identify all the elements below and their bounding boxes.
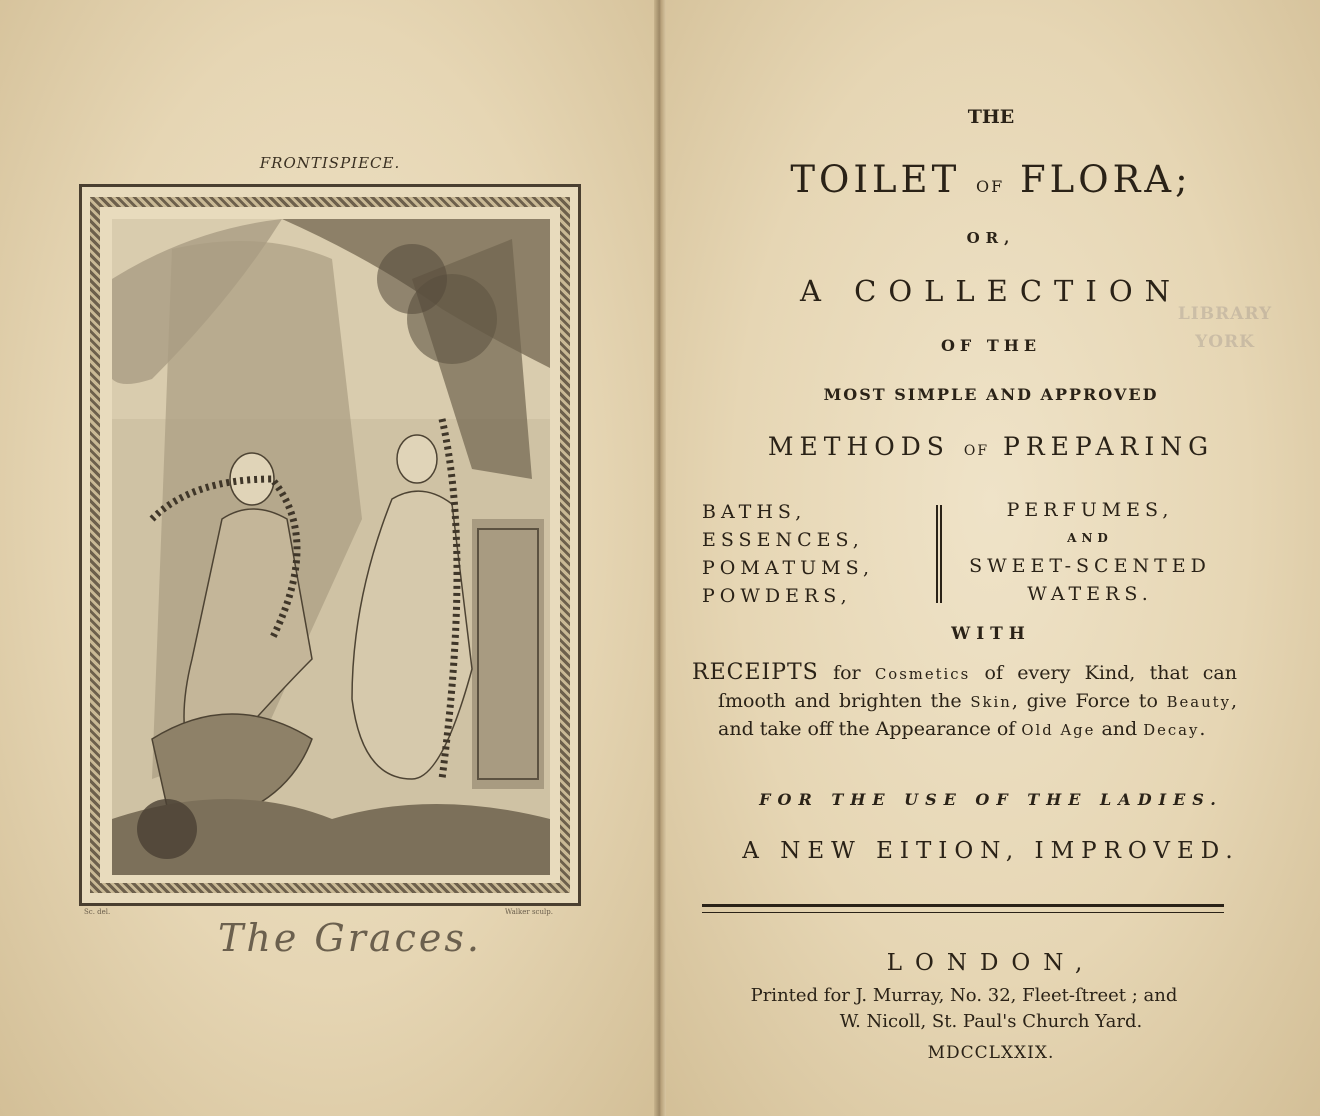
list-item: POMATUMS,	[702, 557, 875, 579]
skin-word: Skin	[970, 694, 1012, 711]
double-rule	[702, 904, 1224, 913]
list-conjunction: AND	[1067, 531, 1113, 545]
old-age-word: Old Age	[1021, 722, 1096, 739]
list-item: POWDERS,	[702, 585, 852, 607]
imprint-city: LONDON,	[886, 950, 1096, 976]
methods-word: METHODS	[767, 432, 950, 461]
preparations-list-left	[702, 498, 874, 610]
list-item: SWEET-SCENTED	[969, 555, 1211, 577]
decay-word: Decay	[1143, 722, 1200, 739]
engraving-caption: The Graces.	[218, 916, 482, 960]
frontispiece-label: FRONTISPIECE.	[259, 154, 401, 172]
text-run: for	[818, 662, 875, 684]
receipts-word: RECEIPTS	[692, 660, 819, 685]
graces-illustration	[112, 219, 550, 875]
engraver-credit-left: Sc. del.	[84, 908, 111, 916]
text-run: , and take off the Appearance of	[718, 690, 1238, 740]
text-run: .	[1199, 718, 1206, 740]
text-run: and	[1095, 718, 1144, 740]
receipts-paragraph	[692, 660, 1237, 744]
title-the: THE	[967, 106, 1015, 128]
beauty-word: Beauty	[1166, 694, 1231, 711]
title-most-simple: MOST SIMPLE AND APPROVED	[823, 385, 1159, 404]
book-title	[662, 158, 1320, 201]
list-item: BATHS,	[702, 501, 807, 523]
title-of-the: OF THE	[940, 336, 1042, 355]
preparing-word: PREPARING	[1003, 432, 1215, 461]
preparations-list-right	[950, 496, 1230, 608]
cosmetics-word: Cosmetics	[874, 666, 971, 683]
imprint-bookseller-line: W. Nicoll, St. Paul's Church Yard.	[839, 1011, 1143, 1032]
title-word-flora: FLORA;	[1020, 158, 1192, 201]
text-run: of every Kind, that can ſmooth and brighten the	[718, 662, 1237, 712]
library-stamp: LIBRARY YORK	[1177, 304, 1273, 352]
for-the-ladies: FOR THE USE OF THE LADIES.	[759, 790, 1223, 809]
column-divider	[936, 505, 942, 603]
title-methods	[662, 432, 1320, 461]
title-with: WITH	[951, 624, 1031, 644]
title-collection: A COLLECTION	[800, 274, 1182, 308]
title-word-of: OF	[976, 177, 1005, 196]
methods-of-word: OF	[963, 443, 990, 459]
title-word-toilet: TOILET	[790, 158, 961, 201]
list-item: WATERS.	[1027, 583, 1153, 605]
imprint-year: MDCCLXXIX.	[927, 1043, 1055, 1063]
title-or: OR,	[966, 229, 1016, 247]
list-item: PERFUMES,	[1006, 499, 1174, 521]
imprint-printer-line: Printed for J. Murray, No. 32, Fleet-ſtreet ; and	[750, 985, 1178, 1006]
list-item: ESSENCES,	[702, 529, 864, 551]
text-run: , give Force to	[1011, 690, 1167, 712]
frontispiece-engraving	[79, 184, 581, 906]
engraver-credit-right: Walker sculp.	[505, 908, 553, 916]
edition-line: A NEW EITION, IMPROVED.	[742, 838, 1240, 864]
